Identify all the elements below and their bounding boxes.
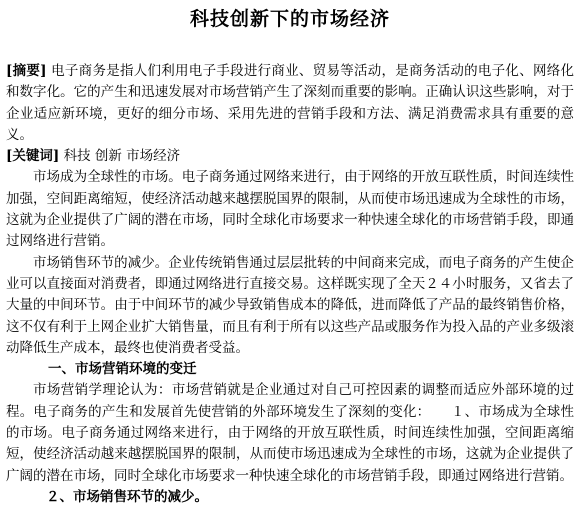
- body-paragraph-1: 市场成为全球性的市场。电子商务通过网络来进行，由于网络的开放互联性质，时间连续性加强，空间距离缩短，使经济活动越来越摆脱国界的限制，从而使市场迅速成为全球性的市场，这就为企业提供了广阔的潜在市场，同时全球化市场要求一种快速全球化的市场营销手段，即通过网络进行营销。: [6, 169, 574, 250]
- page-title: 科技创新下的市场经济: [189, 8, 390, 30]
- keywords-label: [关键词]: [6, 148, 60, 165]
- section1-paragraph: 市场营销学理论认为：市场营销就是企业通过对自己可控因素的调整而适应外部环境的过程。电子商务的产生和发展首先使营销的外部环境发生了深刻的变化： １、市场成为全球性的市场。电子商务通过网络来进行，由于网络的开放互联性质，时间连续性加强，空间距离缩短，使经济活动越来越摆脱国界的限制，从而使市场迅速成为全球性的市场，这就为企业提供了广阔的潜在市场，同时全球化市场要求一种快速全球化的市场营销手段，即通过网络进行营销。: [6, 382, 574, 484]
- keywords-text: 科技 创新 市场经济: [63, 148, 181, 165]
- abstract-text: 电子商务是指人们利用电子手段进行商业、贸易等活动，是商务活动的电子化、网络化和数字化。它的产生和迅速发展对市场营销产生了深刻而重要的影响。正确认识这些影响，对于企业适应新环境，更好的细分市场、采用先进的营销手段和方法、满足消费需求具有重要的意义。: [6, 63, 574, 143]
- abstract-paragraph: [6, 61, 574, 146]
- keywords-paragraph: [6, 146, 574, 167]
- section-heading-1: 一、市场营销环境的变迁: [48, 361, 197, 378]
- section-subheading-2: ２、市场销售环节的减少。: [46, 488, 208, 505]
- body-paragraph-2: 市场销售环节的减少。企业传统销售通过层层批转的中间商来完成，而电子商务的产生使企业可以直接面对消费者，即通过网络进行直接交易。这样既实现了全天２４小时服务，又省去了大量的中间环节。由于中间环节的减少导致销售成本的降低，进而降低了产品的最终销售价格，这不仅有利于上网企业扩大销售量，而且有利于所有以这些产品或服务作为投入品的产业多级滚动降低生产成本，最终也使消费者受益。: [6, 254, 574, 356]
- article-body: [6, 61, 574, 508]
- abstract-label: [摘要]: [6, 63, 47, 79]
